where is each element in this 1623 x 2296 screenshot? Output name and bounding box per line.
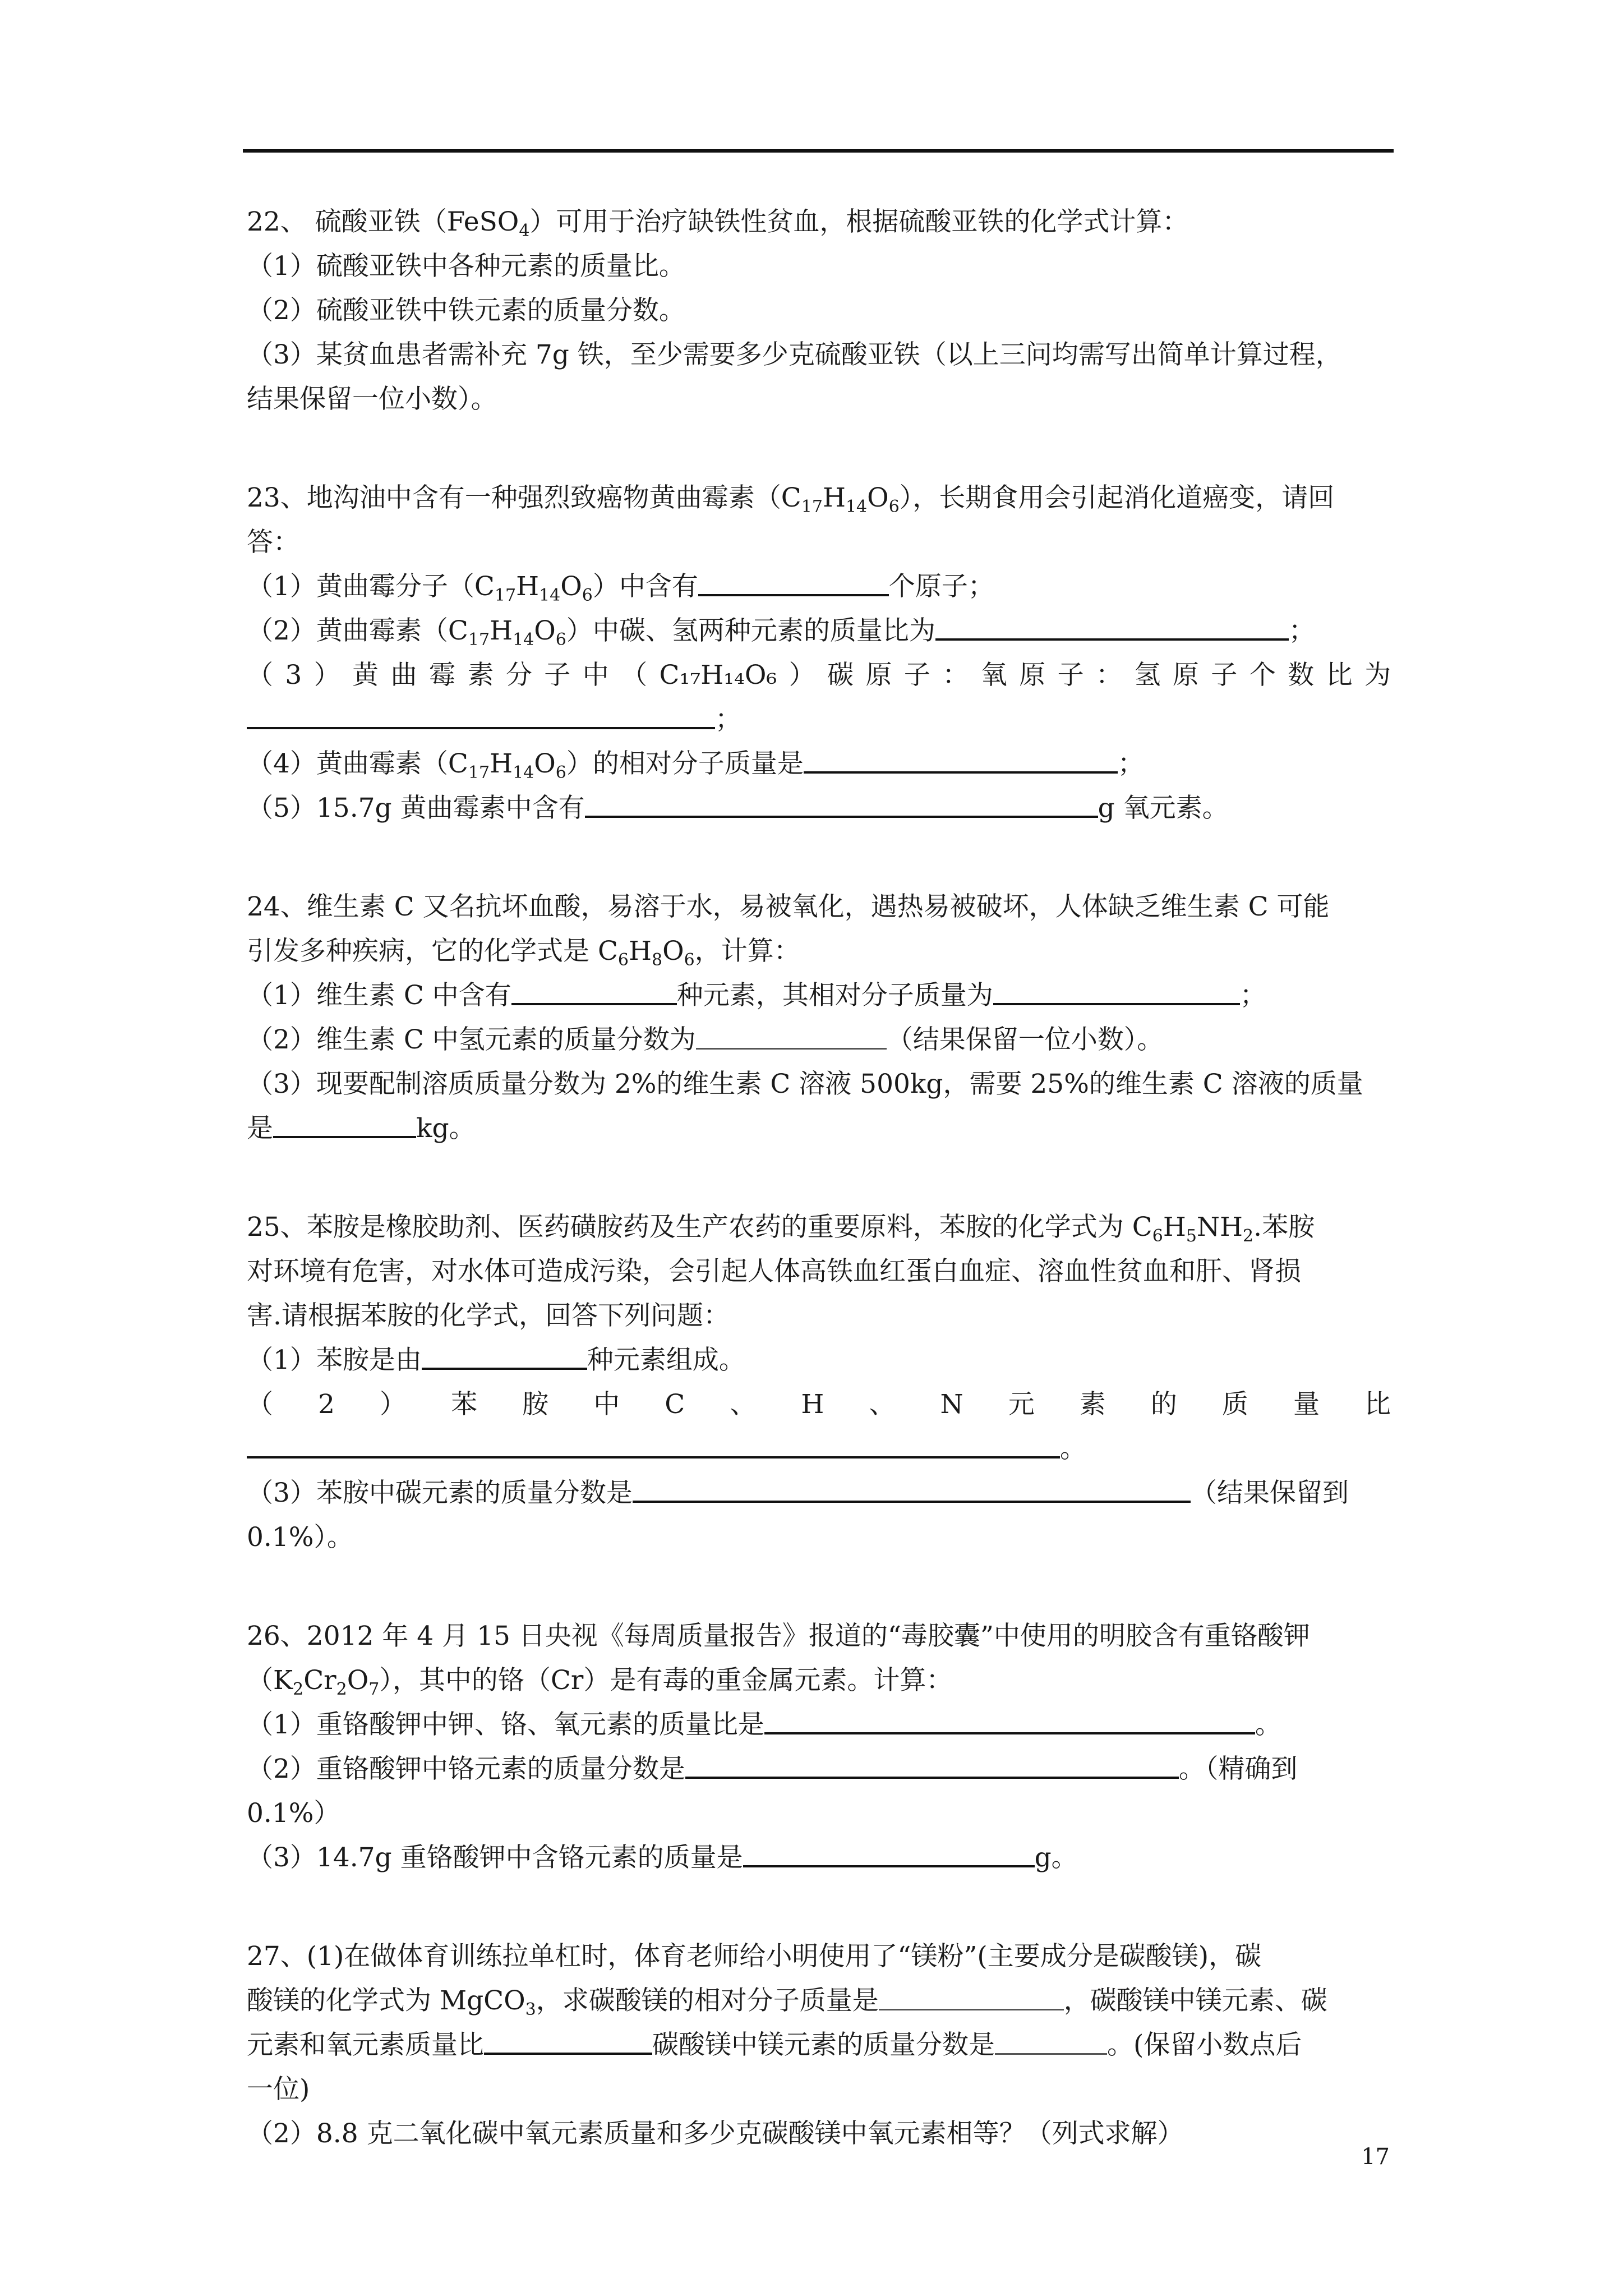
q27-stem-cont: 酸镁的化学式为 MgCO$_3$，求碳酸镁的相对分子质量是 ，碳酸镁中镁元素、碳 <box>247 1978 1391 2023</box>
q27-stem-cont-3: 一位) <box>247 2074 310 2105</box>
q25-answer-blank-1[interactable] <box>422 1338 587 1370</box>
q23-part3-token: 3 <box>285 660 302 691</box>
q25-part2-token: 苯 <box>451 1389 478 1420</box>
q23-answer-blank-2[interactable] <box>935 609 1289 641</box>
q26-stem-cont: $(K_2Cr_2O_7)$，其中的铬（Cr）是有毒的重金属元素。计算： <box>247 1665 953 1699</box>
q24-answer-blank-1[interactable] <box>511 974 677 1005</box>
q24-answer-blank-3[interactable] <box>696 1019 887 1050</box>
q25-part2-token: 量 <box>1293 1389 1320 1420</box>
q23-part5: （5）15.7g 黄曲霉素中含有 g 氧元素。 <box>247 786 1391 830</box>
q25-answer-blank-2[interactable] <box>247 1427 1060 1458</box>
q25-part2-token: 2 <box>318 1389 335 1420</box>
q23-part3-token: 原 <box>1172 660 1199 691</box>
q23-part3-token: ： <box>942 660 969 691</box>
q26-part3: （3）14.7g 重铬酸钾中含铬元素的质量是 g。 <box>247 1835 1391 1880</box>
q23-part3-token: ： <box>1096 660 1123 691</box>
q25-part2 <box>247 1382 1391 1427</box>
page-number: 17 <box>1361 2144 1390 2170</box>
q23-part4: （4）黄曲霉素$(C_{17}H_{14}O_6)$的相对分子质量是 ； <box>247 742 1391 786</box>
q23-part3-token: 分 <box>505 660 532 691</box>
q26-answer-blank-1[interactable] <box>764 1703 1255 1734</box>
q25-part2-token: 胺 <box>522 1389 549 1420</box>
q23-part3-cont: ； <box>247 697 1391 742</box>
q23-answer-blank-5[interactable] <box>585 786 1098 818</box>
q25-part3: （3）苯胺中碳元素的质量分数是 （结果保留到 <box>247 1471 1391 1515</box>
q23-part1: （1）黄曲霉分子$(C_{17}H_{14}O_6)$中含有 个原子； <box>247 564 1391 609</box>
q25-part2-token: C <box>665 1389 685 1420</box>
q25-part2-token: （ <box>247 1389 273 1420</box>
q25-part2-token: 、 <box>730 1389 757 1420</box>
q27-stem: 27、(1)在做体育训练拉单杠时，体育老师给小明使用了“镁粉”(主要成分是碳酸镁)，碳 <box>247 1941 1262 1972</box>
q26-answer-blank-3[interactable] <box>743 1836 1035 1867</box>
q23-part3-token: 曲 <box>390 660 417 691</box>
q23-part3 <box>247 653 1391 697</box>
q23-part3-token: 原 <box>865 660 892 691</box>
q26-answer-blank-2[interactable] <box>685 1747 1179 1779</box>
q23-part3-token: 个 <box>1249 660 1276 691</box>
q24-stem: 24、维生素 C 又名抗坏血酸，易溶于水，易被氧化，遇热易被破坏，人体缺乏维生素 C 可能 <box>247 891 1330 922</box>
q25-part2-token: 、 <box>869 1389 896 1420</box>
q25-part2-token: 素 <box>1079 1389 1106 1420</box>
q23-stem-cont: 答： <box>247 527 299 558</box>
q23-part3-token: C₁₇H₁₄O₆ <box>659 660 777 691</box>
q26-part1: （1）重铬酸钾中钾、铬、氧元素的质量比是 。 <box>247 1703 1391 1747</box>
q23-part3-token: 氧 <box>980 660 1007 691</box>
q27-part2: （2）8.8 克二氧化碳中氧元素质量和多少克碳酸镁中氧元素相等？（列式求解） <box>247 2118 1184 2149</box>
q23-part3-token: 素 <box>467 660 494 691</box>
q26-part2-cont: 0.1%） <box>247 1798 340 1829</box>
q23-answer-blank-1[interactable] <box>698 565 889 596</box>
q22-stem: 22、 硫酸亚铁（FeSO$_4$）可用于治疗缺铁性贫血，根据硫酸亚铁的化学式计算： <box>247 206 1189 241</box>
q27-answer-blank-2[interactable] <box>484 2023 652 2055</box>
q22-part2: （2）硫酸亚铁中铁元素的质量分数。 <box>247 295 685 326</box>
q27-answer-blank-3[interactable] <box>995 2024 1107 2055</box>
q25-part2-cont: 。 <box>247 1427 1391 1471</box>
q23-answer-blank-4[interactable] <box>804 742 1118 774</box>
worksheet-body <box>247 200 1391 2156</box>
q23-part3-token: 黄 <box>352 660 379 691</box>
q23-part3-token: 为 <box>1364 660 1391 691</box>
q25-part2-token: H <box>801 1389 824 1420</box>
q24-part2: （2）维生素 C 中氢元素的质量分数为 （结果保留一位小数）。 <box>247 1018 1391 1062</box>
q25-part2-token: 中 <box>593 1389 620 1420</box>
q23-part3-token: ） <box>789 660 815 691</box>
q22-part1: （1）硫酸亚铁中各种元素的质量比。 <box>247 251 685 282</box>
q25-part2-token: 元 <box>1008 1389 1035 1420</box>
q25-part1: （1）苯胺是由 种元素组成。 <box>247 1338 1391 1382</box>
q23-part2: （2）黄曲霉素$(C_{17}H_{14}O_6)$中碳、氢两种元素的质量比为 ； <box>247 609 1391 653</box>
q23-stem: 23、地沟油中含有一种强烈致癌物黄曲霉素$(C_{17}H_{14}O_6)$，长期食用会引起消化道癌变，请回 <box>247 482 1335 517</box>
q23-part3-token: 比 <box>1326 660 1353 691</box>
header-rule <box>243 149 1394 153</box>
q25-answer-blank-3[interactable] <box>633 1471 1191 1503</box>
q23-part3-token: 霉 <box>429 660 456 691</box>
q23-part3-token: 氢 <box>1134 660 1161 691</box>
q24-answer-blank-2[interactable] <box>993 974 1240 1005</box>
q23-part3-token: 子 <box>544 660 571 691</box>
q25-part2-token: 的 <box>1150 1389 1177 1420</box>
q27-stem-cont-2: 元素和氧元素质量比 碳酸镁中镁元素的质量分数是 。(保留小数点后 <box>247 2023 1391 2067</box>
q25-part2-token: 比 <box>1364 1389 1391 1420</box>
q22-part3: （3）某贫血患者需补充 7g 铁，至少需要多少克硫酸亚铁（以上三问均需写出简单计算过程， <box>247 339 1342 370</box>
q27-answer-blank-1[interactable] <box>879 1980 1064 2010</box>
q24-answer-blank-4[interactable] <box>273 1107 416 1138</box>
q24-part1: （1）维生素 C 中含有 种元素，其相对分子质量为 ； <box>247 973 1391 1018</box>
q23-part3-token: 原 <box>1019 660 1046 691</box>
q22-part3-cont: 结果保留一位小数）。 <box>247 384 497 415</box>
q24-part3: （3）现要配制溶质质量分数为 2%的维生素 C 溶液 500kg，需要 25%的维生素 C 溶液的质量 <box>247 1069 1363 1099</box>
q23-answer-blank-3[interactable] <box>247 698 715 729</box>
q26-part2: （2）重铬酸钾中铬元素的质量分数是 。（精确到 <box>247 1747 1391 1791</box>
q24-stem-cont: 引发多种疾病，它的化学式是 $C_6H_8O_6$，计算： <box>247 936 800 970</box>
q23-part3-token: 子 <box>1211 660 1238 691</box>
q23-part3-token: （ <box>247 660 273 691</box>
q23-part3-token: 中 <box>582 660 609 691</box>
q23-part3-token: 子 <box>1057 660 1084 691</box>
q23-part3-token: ） <box>313 660 340 691</box>
q23-part3-token: 数 <box>1288 660 1315 691</box>
q25-stem-cont: 对环境有危害，对水体可造成污染，会引起人体高铁血红蛋白血症、溶血性贫血和肝、肾损 <box>247 1256 1301 1287</box>
q25-part3-cont: 0.1%）。 <box>247 1522 353 1553</box>
q23-part3-token: 碳 <box>827 660 854 691</box>
q25-stem-cont-2: 害.请根据苯胺的化学式，回答下列问题： <box>247 1300 730 1331</box>
q25-stem: 25、苯胺是橡胶助剂、医药磺胺药及生产农药的重要原料，苯胺的化学式为 $C_6H_5NH_2$.苯胺 <box>247 1212 1315 1246</box>
q26-stem: 26、2012 年 4 月 15 日央视《每周质量报告》报道的“毒胶囊”中使用的明胶含有重铬酸钾 <box>247 1621 1310 1651</box>
q23-part3-token: （ <box>621 660 648 691</box>
q25-part2-token: ） <box>380 1389 407 1420</box>
q25-part2-token: N <box>940 1389 963 1420</box>
q24-part3-cont: 是 kg。 <box>247 1106 1391 1151</box>
q25-part2-token: 质 <box>1221 1389 1248 1420</box>
q23-part3-token: 子 <box>903 660 930 691</box>
